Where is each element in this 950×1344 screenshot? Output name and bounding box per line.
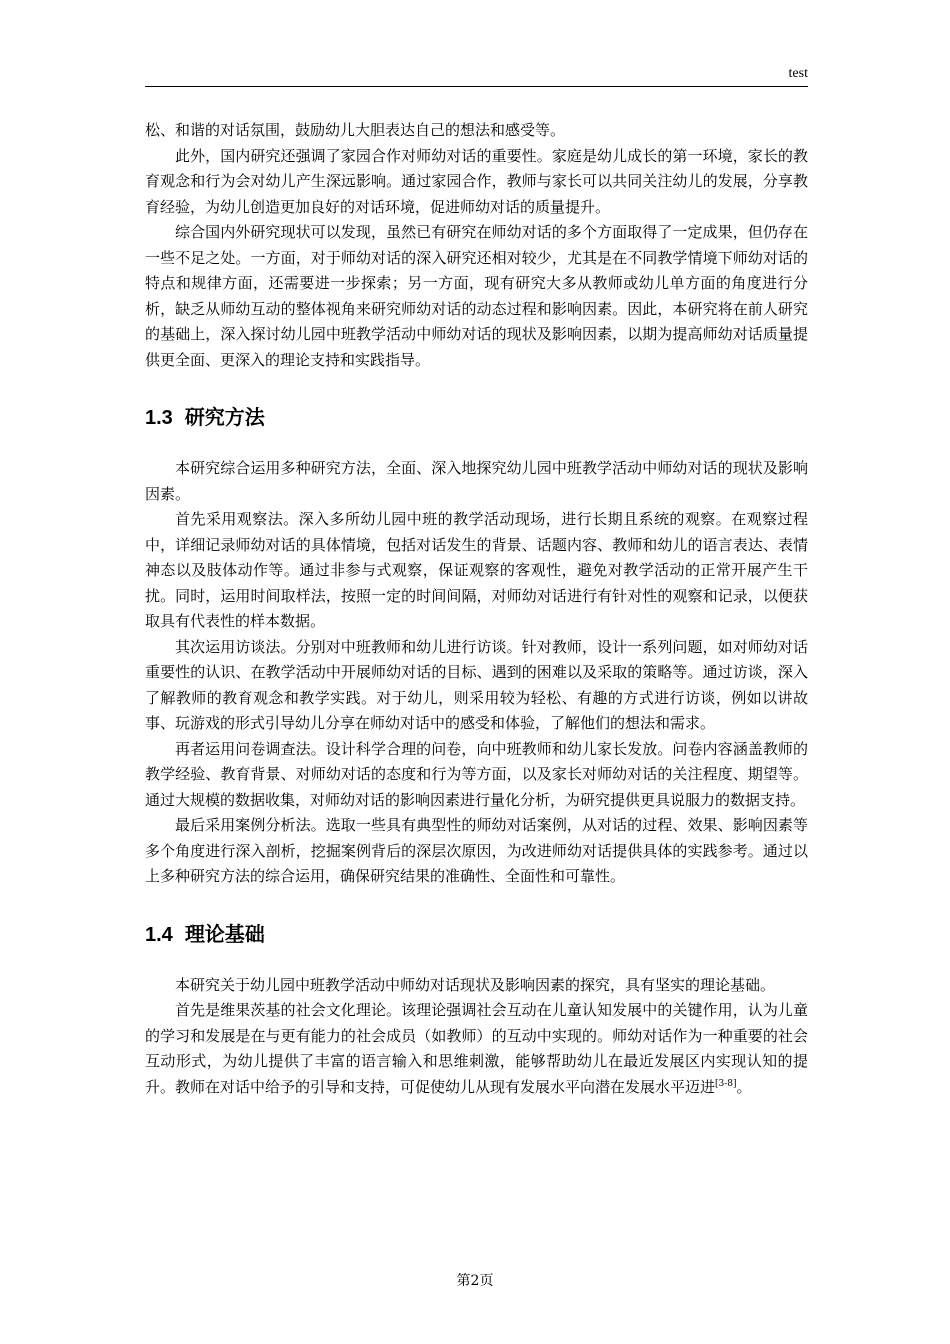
page-number: 第2页 xyxy=(456,1273,494,1289)
paragraph-end: 。 xyxy=(736,1077,752,1096)
header-text: test xyxy=(788,66,808,81)
page-header xyxy=(145,62,808,87)
paragraph: 再者运用问卷调查法。设计科学合理的问卷，向中班教师和幼儿家长发放。问卷内容涵盖教师的教学经验、教育背景、对师幼对话的态度和行为等方面，以及家长对师幼对话的关注程度、期望等。通过大规模的数据收集，对师幼对话的影响因素进行量化分析，为研究提供更具说服力的数据支持。 xyxy=(145,739,808,809)
section-heading-1-4 xyxy=(145,918,808,947)
paragraph-text: 首先是维果茨基的社会文化理论。该理论强调社会互动在儿童认知发展中的关键作用，认为儿童的学习和发展是在与更有能力的社会成员（如教师）的互动中实现的。师幼对话作为一种重要的社会互动形式，为幼儿提供了丰富的语言输入和思维刺激，能够帮助幼儿在最近发展区内实现认知的提升。教师在对话中给予的引导和支持，可促使幼儿从现有发展水平向潜在发展水平迈进 xyxy=(145,1001,808,1096)
paragraph: 首先采用观察法。深入多所幼儿园中班的教学活动现场，进行长期且系统的观察。在观察过程中，详细记录师幼对话的具体情境，包括对话发生的背景、话题内容、教师和幼儿的语言表达、表情神态以及肢体动作等。通过非参与式观察，保证观察的客观性，避免对教学活动的正常开展产生干扰。同时，运用时间取样法，按照一定的时间间隔，对师幼对话进行有针对性的观察和记录，以便获取具有代表性的样本数据。 xyxy=(145,510,808,630)
paragraph: 本研究综合运用多种研究方法，全面、深入地探究幼儿园中班教学活动中师幼对话的现状及影响因素。 xyxy=(145,459,808,503)
paragraph: 本研究关于幼儿园中班教学活动中师幼对话现状及影响因素的探究，具有坚实的理论基础。 xyxy=(175,975,776,994)
section-number: 1.4 xyxy=(145,923,173,946)
paragraph-with-citation xyxy=(145,998,808,1100)
page-content xyxy=(145,118,808,1100)
section-title: 研究方法 xyxy=(184,407,265,429)
citation: [3-8] xyxy=(715,1078,737,1089)
paragraph: 其次运用访谈法。分别对中班教师和幼儿进行访谈。针对教师，设计一系列问题，如对师幼对话重要性的认识、在教学活动中开展师幼对话的目标、遇到的困难以及采取的策略等。通过访谈，深入了解教师的教育观念和教学实践。对于幼儿，则采用较为轻松、有趣的方式进行访谈，例如以讲故事、玩游戏的形式引导幼儿分享在师幼对话中的感受和体验，了解他们的想法和需求。 xyxy=(145,637,808,732)
paragraph: 此外，国内研究还强调了家园合作对师幼对话的重要性。家庭是幼儿成长的第一环境，家长的教育观念和行为会对幼儿产生深远影响。通过家园合作，教师与家长可以共同关注幼儿的发展，分享教育经验，为幼儿创造更加良好的对话环境，促进师幼对话的质量提升。 xyxy=(145,146,808,216)
paragraph: 最后采用案例分析法。选取一些具有典型性的师幼对话案例，从对话的过程、效果、影响因素等多个角度进行深入剖析，挖掘案例背后的深层次原因，为改进师幼对话提供具体的实践参考。通过以上多种研究方法的综合运用，确保研究结果的准确性、全面性和可靠性。 xyxy=(145,816,808,885)
paragraph: 综合国内外研究现状可以发现，虽然已有研究在师幼对话的多个方面取得了一定成果，但仍存在一些不足之处。一方面，对于师幼对话的深入研究还相对较少，尤其是在不同教学情境下师幼对话的特点和规律方面，还需要进一步探索；另一方面，现有研究大多从教师或幼儿单方面的角度进行分析，缺乏从师幼互动的整体视角来研究师幼对话的动态过程和影响因素。因此，本研究将在前人研究的基础上，深入探讨幼儿园中班教学活动中师幼对话的现状及影响因素，以期为提高师幼对话质量提供更全面、更深入的理论支持和实践指导。 xyxy=(145,223,808,369)
section-title: 理论基础 xyxy=(184,923,265,946)
paragraph: 松、和谐的对话氛围，鼓励幼儿大胆表达自己的想法和感受等。 xyxy=(145,121,566,139)
section-number: 1.3 xyxy=(145,407,173,429)
section-heading-1-3 xyxy=(145,401,808,430)
